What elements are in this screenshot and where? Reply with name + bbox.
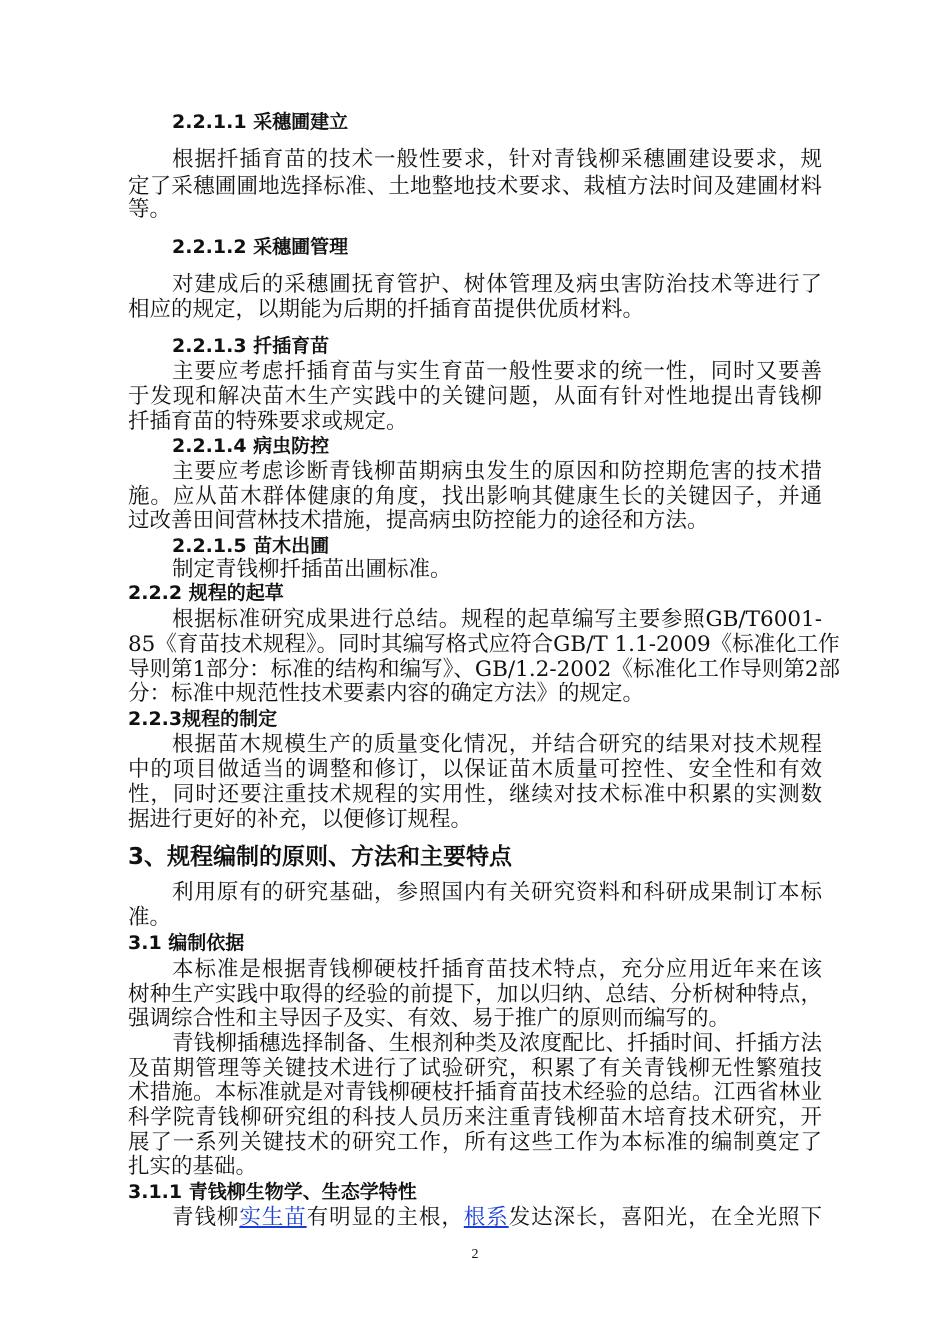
section-heading: 2.2.1.4 病虫防控 — [172, 435, 330, 457]
paragraph-line: 利用原有的研究基础，参照国内有关研究资料和科研成果制订本标 — [172, 880, 822, 905]
paragraph-line: 及苗期管理等关键技术进行了试验研究，积累了有关青钱柳无性繁殖技 — [128, 1056, 822, 1081]
paragraph-line: 过改善田间营林技术措施，提高病虫防控能力的途径和方法。 — [128, 508, 709, 533]
section-heading: 2.2.1.1 采穗圃建立 — [172, 111, 349, 133]
paragraph-line: 准。 — [128, 905, 172, 930]
paragraph-line: 分：标准中规范性技术要素内容的确定方法》的规定。 — [128, 681, 645, 706]
paragraph-line: 等。 — [128, 197, 172, 222]
paragraph-line: 施。应从苗木群体健康的角度，找出影响其健康生长的关键因子，并通 — [128, 484, 822, 509]
paragraph-line: 根据苗木规模生产的质量变化情况，并结合研究的结果对技术规程 — [172, 732, 822, 757]
page-number: 2 — [471, 1247, 479, 1262]
paragraph-line: 导则第1部分：标准的结构和编写》、GB/1.2-2002《标准化工作导则第2部 — [128, 657, 841, 682]
section-heading: 2.2.3规程的制定 — [128, 708, 278, 730]
paragraph-line: 于发现和解决苗木生产实践中的关键问题，从面有针对性地提出青钱柳 — [128, 384, 822, 409]
section-heading: 2.2.1.2 采穗圃管理 — [172, 236, 349, 258]
section-heading: 3.1.1 青钱柳生物学、生态学特性 — [128, 1181, 417, 1203]
section-heading: 3、规程编制的原则、方法和主要特点 — [128, 844, 513, 870]
paragraph-line: 根据标准研究成果进行总结。规程的起草编写主要参照GB/T6001- — [172, 607, 822, 632]
paragraph-line: 定了采穗圃圃地选择标准、土地整地技术要求、栽植方法时间及建圃材料 — [128, 174, 822, 199]
paragraph-line: 中的项目做适当的调整和修订，以保证苗木质量可控性、安全性和有效 — [128, 757, 822, 782]
text-segment: 发达深长，喜阳光，在全光照下 — [508, 1205, 822, 1230]
paragraph-line: 青钱柳插穗选择制备、生根剂种类及浓度配比、扦插时间、扦插方法 — [172, 1031, 822, 1056]
paragraph-line: 主要应考虑扦插育苗与实生育苗一般性要求的统一性，同时又要善 — [172, 359, 822, 384]
paragraph-line: 根据扦插育苗的技术一般性要求，针对青钱柳采穗圃建设要求，规 — [172, 147, 822, 172]
paragraph-line: 树种生产实践中取得的经验的前提下，加以归纳、总结、分析树种特点， — [128, 982, 822, 1007]
paragraph-line: 扦插育苗的特殊要求或规定。 — [128, 409, 408, 434]
paragraph-line: 强调综合性和主导因子及实、有效、易于推广的原则而编写的。 — [128, 1006, 731, 1031]
paragraph-line: 术措施。本标准就是对青钱柳硬枝扦插育苗技术经验的总结。江西省林业 — [128, 1080, 822, 1105]
paragraph-line: 展了一系列关键技术的研究工作，所有这些工作为本标准的编制奠定了 — [128, 1130, 822, 1155]
section-heading: 2.2.1.5 苗木出圃 — [172, 535, 330, 557]
paragraph-line: 科学院青钱柳研究组的科技人员历来注重青钱柳苗木培育技术研究，开 — [128, 1105, 822, 1130]
section-heading: 3.1 编制依据 — [128, 932, 245, 954]
hyperlink[interactable]: 根系 — [463, 1205, 509, 1230]
paragraph-line: 85《育苗技术规程》。同时其编写格式应符合GB/T 1.1-2009《标准化工作 — [128, 632, 840, 657]
paragraph-line: 对建成后的采穗圃抚育管护、树体管理及病虫害防治技术等进行了 — [172, 272, 822, 297]
hyperlink[interactable]: 实生苗 — [239, 1205, 307, 1230]
section-heading: 2.2.1.3 扦插育苗 — [172, 335, 330, 357]
paragraph-line: 据进行更好的补充，以便修订规程。 — [128, 807, 473, 832]
paragraph-line: 性，同时还要注重技术规程的实用性，继续对技术标准中积累的实测数 — [128, 782, 822, 807]
paragraph-line: 扎实的基础。 — [128, 1154, 258, 1179]
paragraph-line: 本标准是根据青钱柳硬枝扦插育苗技术特点，充分应用近年来在该 — [172, 957, 822, 982]
text-segment: 有明显的主根， — [306, 1205, 464, 1230]
paragraph-line: 主要应考虑诊断青钱柳苗期病虫发生的原因和防控期危害的技术措 — [172, 459, 822, 484]
text-segment: 青钱柳 — [172, 1205, 240, 1230]
paragraph-line: 制定青钱柳扦插苗出圃标准。 — [172, 557, 452, 582]
paragraph-line: 相应的规定，以期能为后期的扦插育苗提供优质材料。 — [128, 297, 645, 322]
section-heading: 2.2.2 规程的起草 — [128, 582, 284, 604]
paragraph-line — [172, 1205, 822, 1231]
